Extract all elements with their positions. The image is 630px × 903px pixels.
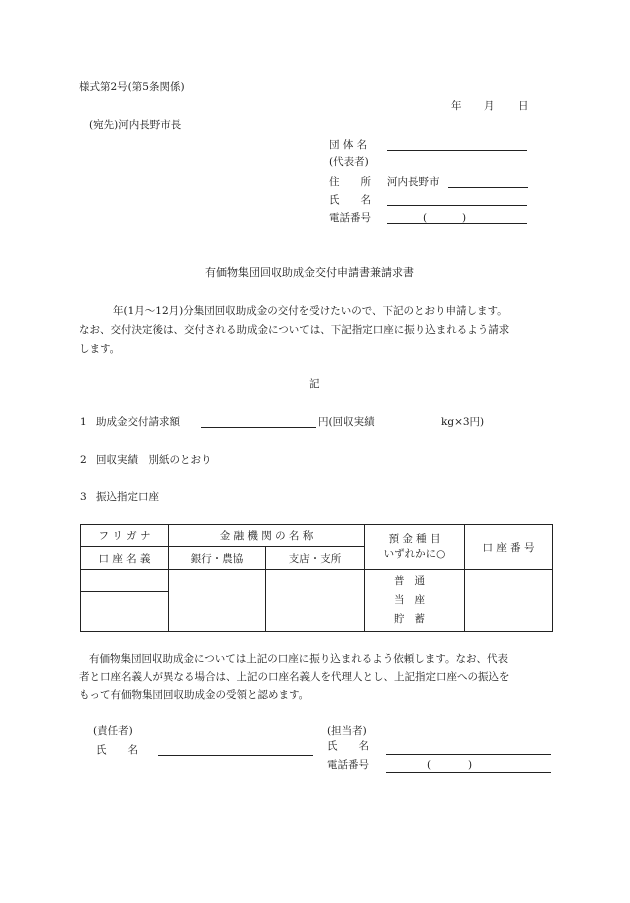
furigana-cell[interactable]	[81, 570, 169, 592]
intro-line-1: 年(1月～12月)分集団回収助成金の交付を受けたいので、下記のとおり申請します。	[113, 305, 508, 317]
phone-paren-close: )	[462, 212, 467, 224]
intro-line-3: します。	[79, 343, 121, 355]
branch-header: 支店・支所	[266, 547, 365, 570]
consent-line-2: 者と口座名義人が異なる場合は、上記の口座名義人を代理人とし、上記指定口座への振込を	[79, 671, 510, 683]
account-table	[80, 524, 553, 632]
contact-phone-paren-open: (	[427, 759, 432, 771]
account-number-header: 口 座 番 号	[465, 525, 553, 570]
consent-line-1: 有価物集団回収助成金については上記の口座に振り込まれるよう依頼します。なお、代表	[89, 653, 508, 665]
item-2-label: 回収実績 別紙のとおり	[96, 454, 212, 466]
institution-header: 金 融 機 関 の 名 称	[169, 525, 365, 547]
item-3-label: 振込指定口座	[96, 491, 159, 503]
intro-line-2: なお、交付決定後は、交付される助成金については、下記指定口座に振り込まれるよう請求	[79, 324, 510, 336]
furigana-header: フ リ ガ ナ	[81, 525, 169, 547]
contact-phone-field[interactable]	[386, 772, 551, 773]
group-name-label: 団 体 名	[329, 139, 368, 151]
date-day: 日	[518, 100, 529, 112]
responsible-label: (責任者)	[93, 725, 133, 737]
contact-name-label: 氏 名	[327, 740, 369, 752]
contact-name-field[interactable]	[386, 754, 551, 755]
group-name-field[interactable]	[387, 150, 527, 151]
holder-cell[interactable]	[81, 592, 169, 632]
address-label: 住 所	[329, 176, 371, 188]
bank-header: 銀行・農協	[169, 547, 266, 570]
consent-line-3: もって有価物集団回収助成金の受領と認めます。	[79, 689, 310, 701]
holder-header: 口 座 名 義	[81, 547, 169, 570]
ki-heading: 記	[309, 378, 320, 390]
contact-label: (担当者)	[327, 725, 367, 737]
deposit-type-header: 預 金 種 目 いずれかに○	[365, 525, 465, 570]
deposit-type-savings[interactable]: 貯蓄	[394, 613, 435, 625]
responsible-name-field[interactable]	[158, 755, 313, 756]
date-year: 年	[451, 100, 462, 112]
responsible-name-label: 氏 名	[96, 744, 138, 756]
item-1-kg: kg×3円)	[441, 416, 485, 428]
name-field[interactable]	[387, 205, 527, 206]
name-label: 氏 名	[329, 194, 371, 206]
request-amount-field[interactable]	[201, 427, 316, 428]
address-field[interactable]	[448, 187, 528, 188]
account-number-cell[interactable]	[465, 570, 553, 632]
item-1-yen: 円(回収実績	[318, 416, 375, 428]
deposit-type-options[interactable]	[365, 570, 465, 632]
representative-label: (代表者)	[329, 156, 369, 168]
contact-phone-paren-close: )	[468, 759, 473, 771]
addressee: (宛先)河内長野市長	[89, 119, 182, 131]
branch-cell[interactable]	[266, 570, 365, 632]
item-2-number: 2	[80, 454, 87, 466]
item-1-label: 助成金交付請求額	[96, 416, 180, 428]
deposit-type-current[interactable]: 当座	[394, 594, 435, 606]
address-prefix: 河内長野市	[387, 176, 440, 188]
phone-field[interactable]	[387, 223, 527, 224]
date-month: 月	[484, 100, 495, 112]
contact-phone-label: 電話番号	[327, 759, 369, 771]
form-number: 様式第2号(第5条関係)	[79, 81, 185, 93]
document-title: 有価物集団回収助成金交付申請書兼請求書	[205, 266, 414, 279]
phone-label: 電話番号	[329, 212, 371, 224]
bank-cell[interactable]	[169, 570, 266, 632]
deposit-type-ordinary[interactable]: 普通	[394, 575, 435, 587]
item-1-number: 1	[80, 416, 87, 428]
phone-paren-open: (	[423, 212, 428, 224]
item-3-number: 3	[80, 491, 87, 503]
